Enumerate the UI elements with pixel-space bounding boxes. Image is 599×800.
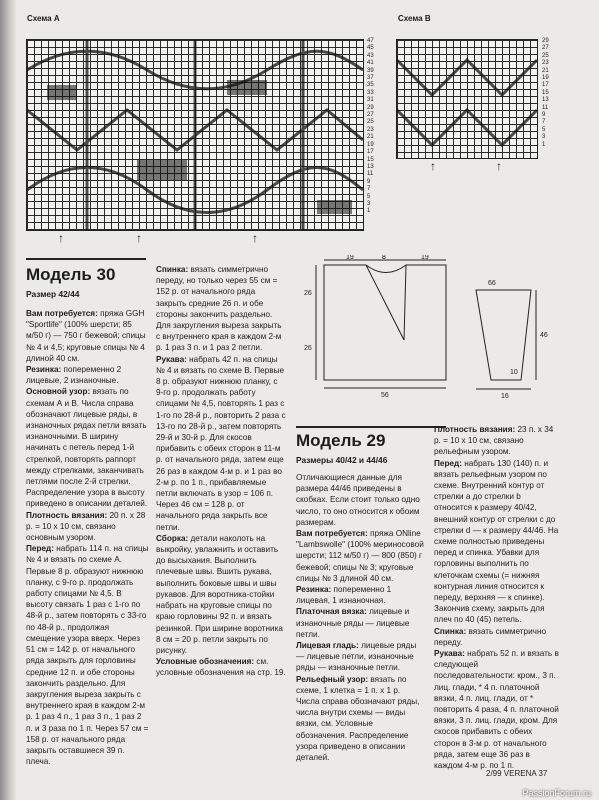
paragraph-heading: Резинка: [26,365,62,375]
row-number: 25 [542,52,549,59]
row-number: 25 [367,119,374,126]
page-footer: 2/99 VERENA 37 [486,769,548,778]
paragraph-text: детали наколоть на выкройку, увлажнить и оставить до высыхания. Выполнить плечевые швы. Вшить рукава, выполнить боковые швы и швы рукавов. Для воротника-стойки набрать на круговые спицы по краю горловины 92 п. и вязать резинкой. При ширине воротника 8 см = 20 р. петли закрыть по рисунку. [156,533,283,655]
arrow-up-icon: ↑ [430,159,436,173]
model-30-column-1 [26,308,150,767]
paragraph-heading: Рукава: [156,354,187,364]
paragraph [26,543,150,767]
paragraph-heading: Перед: [434,458,462,468]
model-29-column-1 [296,472,424,763]
row-number: 39 [367,67,374,74]
dim-label: 19 [346,255,354,261]
chart-a-label: Схема А [27,14,60,23]
paragraph-heading: Перед: [26,544,54,554]
paragraph [26,386,150,509]
paragraph-heading: Плотность вязания: [26,510,108,520]
row-number: 31 [367,97,374,104]
chart-b-grid [396,39,538,159]
row-number: 3 [367,200,371,207]
row-number: 23 [542,60,549,67]
paragraph-text: см. условные обозначения на стр. 19. [156,657,286,678]
row-number: 45 [367,45,374,52]
chart-b-row-numbers [542,38,549,149]
row-number: 3 [542,134,546,141]
page-binding [0,0,16,800]
paragraph [26,510,150,544]
row-number: 1 [542,141,546,148]
row-number: 23 [367,126,374,133]
paragraph-text: 23 п. х 34 р. = 10 х 10 см, связано рельефным узором. [434,425,554,457]
model-30-column-2 [156,264,286,679]
paragraph-heading: Платочная вязка: [296,607,367,617]
paragraph-heading: Спинка: [434,626,467,636]
paragraph-text: вязать по схемам А и В. Числа справа обозначают лицевые ряды, в изнаночных рядах петли вязать изнаночными. В ширину начинать с петель перед 1-й стрелкой, повторять раппорт между стрелками, заканчивать петлями после 2-й стрелки. Распределение узора в высоту приведено в описании деталей. [26,387,148,509]
paragraph [156,656,286,678]
paragraph-text: попеременно 1 лицевая, 1 изнаночная. [296,585,392,606]
paragraph-heading: Условные обозначения: [156,657,255,667]
paragraph [296,472,424,528]
paragraph-text: Отличающиеся данные для размера 44/46 приведены в скобках. Если стоит только одно число, то оно относится к обоим размерам. [296,473,420,527]
arrow-up-icon: ↑ [252,231,258,245]
dim-label: 16 [501,393,509,400]
paragraph-text: лицевые и изнаночные ряды — лицевые петли. [296,607,410,639]
paragraph [296,674,424,764]
paragraph [156,533,286,656]
paragraph-text: набрать 42 п. на спицы № 4 и вязать по схеме В. Первые 8 р. образуют нижнюю планку, с 9-го р. продолжать работу спицами № 4,5, повторять 1 раз с 1-го по 28-й р., повторить 2 раза с 13-го по 28-й р., затем повторять 29-й и 30-й р. Для скосов прибавить с обеих сторон в 11-м р. от начального ряда, затем еще 26 раз в каждом 4-м р. и 1 раз во 2-м р. по 1 п., прибавляемые петли включать в узор = 106 п. Через 46 см = 128 р. от начального ряда закрыть все петли. [156,354,286,532]
row-number: 17 [542,82,549,89]
paragraph-heading: Рельефный узор: [296,674,369,684]
paragraph [434,424,560,458]
row-number: 19 [542,75,549,82]
model-29-column-2 [434,424,560,771]
row-number: 9 [542,112,546,119]
paragraph-text: попеременно 2 лицевые, 2 изнаночные. [26,365,122,386]
row-number: 29 [367,104,374,111]
paragraph-text: пряжа GGH "Sportlife" (100% шерсти; 85 м/50 г) — 750 г бежевой; спицы № 4 и 4,5; круговые спицы № 4 длиной 40 см. [26,309,146,363]
paragraph-heading: Плотность вязания: [434,425,516,434]
paragraph-text: вязать симметрично переду. [434,626,547,647]
paragraph-text: пряжа ONline "Lambswolle" (100% мериносовой шерсти; 112 м/50 г) — 800 (850) г бежевой; спицы № 3; круговые спицы № 3 длиной 40 см. [296,529,424,583]
paragraph [434,648,560,771]
model-30-title: Модель 30 [26,265,116,284]
row-number: 19 [367,141,374,148]
row-number: 41 [367,60,374,67]
model-30-size: Размер 42/44 [26,289,80,299]
paragraph-heading: Сборка: [156,533,189,543]
chart-b-label: Схема В [398,14,431,23]
dim-label: 8 [382,255,386,261]
dim-label: 56 [381,392,389,399]
watermark: PassionForum.ru [522,788,591,798]
arrow-up-icon: ↑ [496,159,502,173]
row-number: 5 [367,193,371,200]
paragraph-heading: Резинка: [296,585,332,595]
row-number: 15 [367,156,374,163]
paragraph [296,606,424,640]
paragraph [156,354,286,533]
paragraph-heading: Спинка: [156,265,189,274]
row-number: 13 [367,163,374,170]
paragraph-heading: Вам потребуется: [26,309,98,318]
arrow-up-icon: ↑ [136,231,142,245]
dim-label: 26 [304,290,312,297]
paragraph [434,626,560,648]
paragraph [26,308,150,364]
dim-label: 46 [540,332,548,339]
paragraph-text: набрать 114 п. на спицы № 4 и вязать по схеме А. Первые 8 р. образуют нижнюю планку, с 9-го р. продолжать работу спицами № 4,5. В высоту связать 1 раз с 1-го по 48-й р., затем повторять с 33-го по 48-й р., продолжая смещение узора вверх. Через 51 см = 142 р. от начального ряда закрыть для горловины средние 12 п. и обе стороны закончить раздельно. Для закругления выреза закрыть с внутреннего края в каждом 2-м р. 1 раз 4 п., 1 раз 3 п., 1 раз 2 п. и 3 раза по 1 п. Через 57 см = 158 р. от начального ряда закрыть оставшиеся 39 п. плеча. [26,544,149,767]
model-29-size: Размеры 40/42 и 44/46 [296,455,388,465]
section-rule [26,258,146,260]
row-number: 33 [367,89,374,96]
row-number: 13 [542,97,549,104]
paragraph [296,584,424,606]
arrow-up-icon: ↑ [58,231,64,245]
paragraph-heading: Рукава: [434,649,465,659]
model-29-title: Модель 29 [296,431,386,450]
row-number: 29 [542,38,549,44]
paragraph [434,458,560,626]
row-number: 5 [542,126,546,133]
paragraph [156,264,286,354]
paragraph-text: 20 п. х 28 р. = 10 х 10 см, связано основным узором. [26,510,146,543]
paragraph [296,640,424,674]
paragraph-text: лицевые ряды — лицевые петли, изнаночные ряды — изнаночные петли. [296,641,417,673]
row-number: 11 [367,171,374,178]
chart-a-grid [26,39,364,231]
row-number: 37 [367,75,374,82]
paragraph-text: вязать по схеме, 1 клетка = 1 п. х 1 р. Числа справа обозначают ряды, числа внутри схемы — виды вязки, см. Условные обозначения. Распределение узора приведено в описании деталей. [296,674,420,763]
row-number: 21 [542,67,549,74]
pattern-schematic [296,255,581,400]
row-number: 15 [542,89,549,96]
paragraph-heading: Лицевая гладь: [296,641,359,651]
row-number: 21 [367,134,374,141]
paragraph-text: набрать 130 (140) п. и вязать рельефным узором по схеме. Внутренний контур от стрелки а до стрелки b относится к размеру 40/42, внешний контур от стрелки с до стрелки d — к размеру 44/46. На схеме полностью приведены перед и спинка. Убавки для горловины выполнить по клеточкам схемы (= нижняя контурная линия относится к переду, верхняя — к спинке). Закончив схему, закрыть для плеч по 40 (45) петель. [434,458,559,625]
row-number: 27 [367,112,374,119]
paragraph [296,528,424,584]
row-number: 17 [367,149,374,156]
dim-label: 10 [510,369,518,376]
dim-label: 19 [421,255,429,261]
chart-a-row-numbers [367,38,374,216]
paragraph-heading: Основной узор: [26,387,91,397]
section-rule [296,426,446,428]
row-number: 9 [367,178,371,185]
paragraph-heading: Вам потребуется: [296,529,368,539]
row-number: 35 [367,82,374,89]
dim-label: 66 [488,280,496,287]
row-number: 27 [542,45,549,52]
row-number: 7 [367,186,371,193]
row-number: 1 [367,208,371,215]
row-number: 43 [367,52,374,59]
dim-label: 26 [304,345,312,352]
paragraph-text: вязать симметрично переду, но только через 55 см = 152 р. от начального ряда закрыть средние 26 п. и обе стороны закончить раздельно. Для закругления выреза закрыть с внутреннего края в каждом 2-м р. 1 раз 3 п. и 1 раз 2 петли. [156,265,282,353]
row-number: 11 [542,104,549,111]
row-number: 47 [367,38,374,44]
paragraph [26,364,150,386]
paragraph-text: набрать 52 п. и вязать в следующей последовательности: кром., 3 п. лиц. глади, * 4 п. платочной вязки, 4 п. лиц. глади, от * повторить 4 раза, 4 п. платочной вязки, 3 п. лиц. глади, кром. Для скосов прибавить с обеих сторон в 3-м р. от начального ряда, затем еще 36 раз в каждом 4-м р. по 1 п. [434,649,559,771]
row-number: 7 [542,119,546,126]
